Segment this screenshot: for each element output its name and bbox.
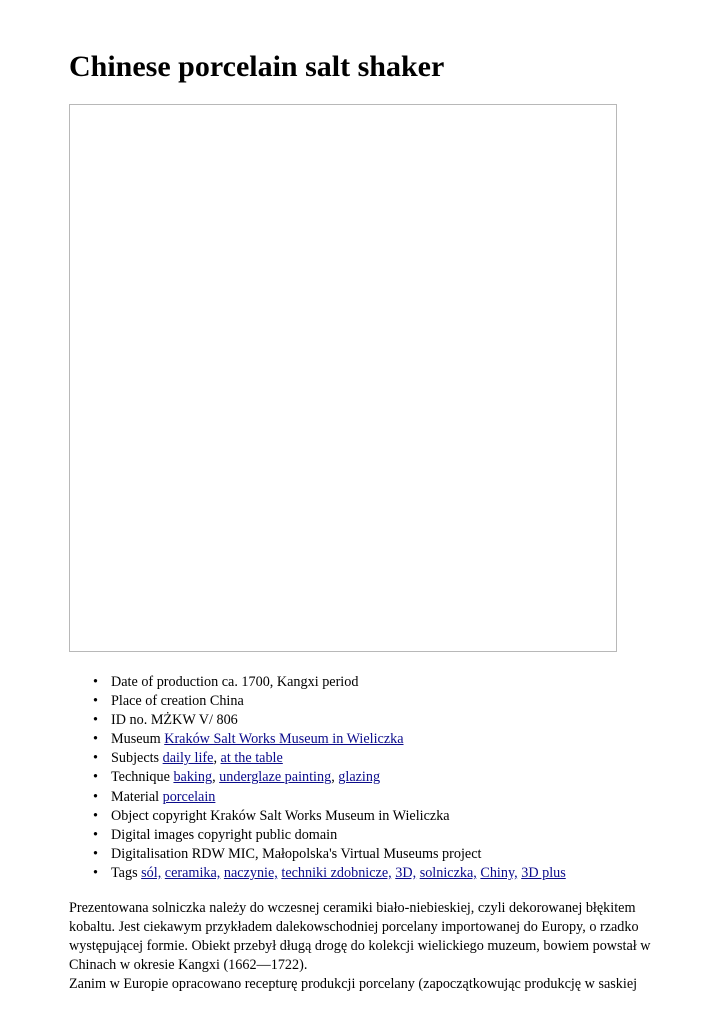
tag-link-solniczka[interactable]: solniczka,: [419, 864, 477, 881]
metadata-item-digitalisation: [69, 845, 566, 864]
description-paragraph: Zanim w Europie opracowano recepturę produkcji porcelany (zapoczątkowując produkcję w saskiej: [69, 976, 638, 993]
metadata-item-museum: [69, 730, 566, 749]
description-paragraph: Prezentowana solniczka należy do wczesnej ceramiki biało-niebieskiej, czyli dekorowanej błękitem kobaltu. Jest ciekawym przykładem dalekowschodniej porcelany importowanej do Europy, o rzadko występującej formie. Obiekt przebył długą drogę do kolekcji wielickiego muzeum, bowiem powstał w Chinach w okresie Kangxi (1662—1722).: [69, 900, 651, 974]
description: [69, 899, 669, 994]
metadata-label: Tags: [111, 864, 138, 881]
metadata-label: Date of production: [111, 674, 219, 690]
metadata-value: China: [209, 693, 244, 710]
tag-link-naczynie[interactable]: naczynie,: [223, 864, 278, 881]
page-title: Chinese porcelain salt shaker: [69, 50, 445, 83]
museum-link[interactable]: Kraków Salt Works Museum in Wieliczka: [164, 731, 404, 748]
bullet-icon: •: [93, 693, 98, 710]
metadata-value: MŻKW V/ 806: [150, 712, 238, 729]
metadata-item-images-copyright: [69, 826, 566, 845]
bullet-icon: •: [93, 807, 98, 824]
metadata-item-date: [69, 673, 566, 692]
technique-link-glazing[interactable]: glazing: [338, 769, 381, 786]
bullet-icon: •: [93, 788, 98, 805]
tag-link-3d-plus[interactable]: 3D plus: [521, 864, 566, 881]
metadata-label: Technique: [111, 769, 170, 786]
metadata-label: Digital images copyright: [111, 826, 253, 843]
metadata-item-id: [69, 711, 566, 730]
tag-link-3d[interactable]: 3D,: [395, 864, 417, 881]
tag-link-sol[interactable]: sól,: [141, 864, 162, 881]
metadata-item-place: [69, 692, 566, 711]
bullet-icon: •: [93, 845, 98, 862]
subject-link-daily-life[interactable]: daily life: [162, 750, 214, 767]
bullet-icon: •: [93, 750, 98, 767]
bullet-icon: •: [93, 712, 98, 729]
tag-link-chiny[interactable]: Chiny,: [480, 864, 518, 881]
metadata-value: public domain: [255, 826, 338, 843]
bullet-icon: •: [93, 769, 98, 786]
metadata-label: ID no.: [111, 712, 148, 729]
bullet-icon: •: [93, 864, 98, 881]
tag-link-ceramika[interactable]: ceramika,: [164, 864, 221, 881]
metadata-label: Digitalisation: [111, 845, 189, 862]
metadata-label: Subjects: [111, 750, 160, 767]
technique-link-underglaze-painting[interactable]: underglaze painting: [219, 769, 332, 786]
material-link-porcelain[interactable]: porcelain: [162, 788, 216, 805]
metadata-item-material: [69, 788, 566, 807]
metadata-label: Museum: [111, 731, 161, 748]
metadata-item-tags: [69, 864, 566, 883]
metadata-item-technique: • Technique baking, underglaze painting, glazing: [69, 768, 566, 787]
technique-link-baking[interactable]: baking: [173, 769, 213, 786]
object-image-frame[interactable]: [69, 104, 617, 652]
metadata-value: RDW MIC, Małopolska's Virtual Museums project: [191, 845, 482, 862]
metadata-label: Object copyright: [111, 807, 207, 824]
metadata-list: [69, 673, 566, 883]
metadata-value: ca. 1700, Kangxi period: [221, 674, 359, 690]
metadata-label: Material: [111, 788, 160, 805]
subject-link-at-the-table[interactable]: at the table: [220, 750, 283, 767]
bullet-icon: •: [93, 826, 98, 843]
metadata-value: Kraków Salt Works Museum in Wieliczka: [210, 807, 450, 824]
bullet-icon: •: [93, 731, 98, 748]
metadata-item-subjects: • Subjects daily life, at the table: [69, 749, 566, 768]
metadata-item-object-copyright: [69, 807, 566, 826]
bullet-icon: •: [93, 674, 98, 690]
tag-link-techniki-zdobnicze[interactable]: techniki zdobnicze,: [281, 864, 392, 881]
metadata-label: Place of creation: [111, 693, 207, 710]
